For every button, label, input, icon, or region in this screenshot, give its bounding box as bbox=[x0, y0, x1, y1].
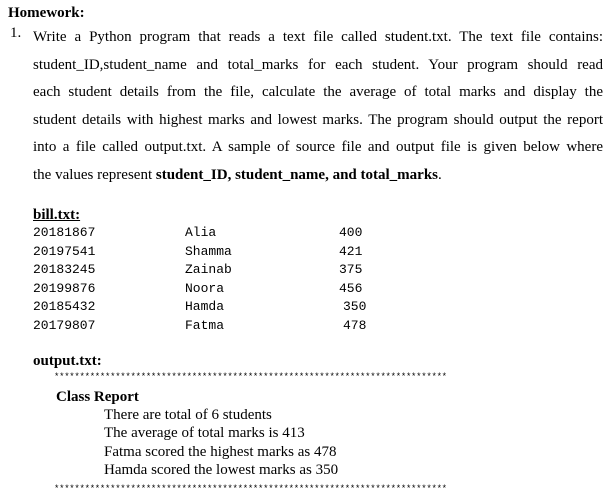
student-marks: 375 bbox=[339, 262, 363, 277]
star-divider-top: ***************************************************************************** bbox=[54, 372, 447, 382]
student-id: 20179807 bbox=[33, 317, 96, 333]
student-name: Shamma bbox=[185, 243, 232, 259]
student-name: Fatma bbox=[185, 317, 225, 333]
student-marks: 421 bbox=[339, 243, 363, 259]
student-marks: 478 bbox=[343, 317, 367, 333]
student-name: Hamda bbox=[185, 299, 225, 314]
report-lines bbox=[104, 406, 338, 480]
question-line: into a file called output.txt. A sample of source file and output file is given below where bbox=[33, 139, 603, 155]
bold-term-student-name: student_name bbox=[235, 166, 326, 183]
last-line-prefix: the values represent bbox=[33, 166, 156, 183]
student-marks: 456 bbox=[339, 280, 363, 296]
student-marks: 350 bbox=[343, 299, 367, 314]
student-id: 20183245 bbox=[33, 262, 96, 277]
student-name: Zainab bbox=[185, 262, 232, 277]
question-text bbox=[33, 24, 603, 189]
report-line-total: There are total of 6 students bbox=[104, 407, 272, 423]
question-line: each student details from the file, calculate the average of total marks and display the bbox=[33, 84, 603, 100]
student-id: 20185432 bbox=[33, 299, 96, 314]
last-line-suffix: . bbox=[438, 166, 442, 183]
bold-separator: , bbox=[227, 166, 236, 183]
output-file-label: output.txt: bbox=[33, 353, 102, 369]
question-line-last bbox=[33, 162, 603, 190]
student-id: 20181867 bbox=[33, 225, 96, 240]
student-name: Alia bbox=[185, 225, 217, 240]
question-line: Write a Python program that reads a text file called student.txt. The text file contains: bbox=[33, 29, 603, 45]
homework-title: Homework: bbox=[8, 5, 85, 21]
question-line: student_ID,student_name and total_marks for each student. Your program should read bbox=[33, 56, 603, 73]
report-title: Class Report bbox=[56, 389, 139, 405]
question-number: 1. bbox=[10, 25, 22, 41]
question-line: student details with highest marks and lowest marks. The program should output the report bbox=[33, 111, 603, 128]
star-divider-bottom: ***************************************************************************** bbox=[54, 484, 447, 494]
student-name: Noora bbox=[185, 280, 225, 296]
bill-file-label: bill.txt: bbox=[33, 207, 81, 223]
student-id: 20199876 bbox=[33, 280, 96, 296]
report-line-average: The average of total marks is 413 bbox=[104, 425, 305, 442]
report-line-lowest: Hamda scored the lowest marks as 350 bbox=[104, 462, 339, 479]
bold-term-student-id: student_ID bbox=[155, 166, 228, 183]
student-id: 20197541 bbox=[33, 243, 96, 259]
bold-separator-and: , and bbox=[325, 166, 361, 183]
report-line-highest: Fatma scored the highest marks as 478 bbox=[104, 443, 337, 460]
bold-term-total-marks: total_marks bbox=[360, 166, 439, 183]
student-marks: 400 bbox=[339, 225, 363, 240]
